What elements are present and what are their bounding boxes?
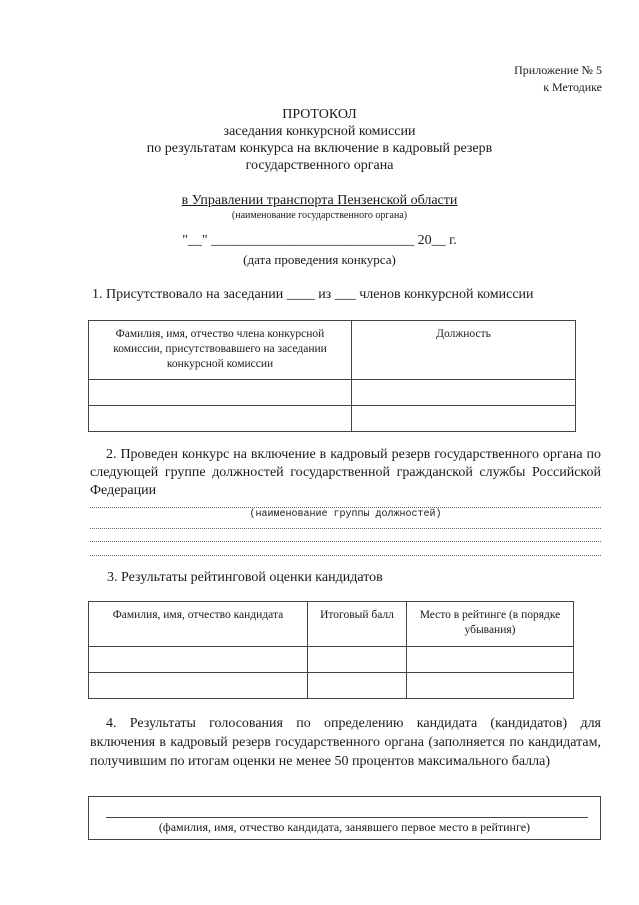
table-cell (308, 673, 407, 699)
table-row (89, 406, 576, 432)
section-2-paragraph (90, 446, 601, 500)
table-row (89, 380, 576, 406)
table-cell (352, 406, 576, 432)
table-cell (89, 647, 308, 673)
table-cell (407, 673, 574, 699)
column-header-candidate-name: Фамилия, имя, отчество кандидата (89, 602, 308, 647)
title-line-3: по результатам конкурса на включение в кадровый резерв (146, 141, 493, 156)
table-cell (89, 406, 352, 432)
appendix-number: Приложение № 5 (514, 63, 602, 77)
section-4-paragraph (90, 714, 601, 771)
title-line-4: государственного органа (245, 158, 394, 173)
fill-in-line (90, 541, 601, 542)
title-protocol: ПРОТОКОЛ (282, 107, 357, 122)
section-4-text: 4. Результаты голосования по определению кандидата (кандидатов) для включения в кадровый резерв государственного органа (заполняется по кандидатам, получившим по итогам оценки не менее 50 процентов максимального балла) (90, 716, 601, 769)
organization-caption: (наименование государственного органа) (231, 210, 408, 221)
appendix-reference (514, 62, 602, 96)
table-cell (407, 647, 574, 673)
fill-in-line (90, 528, 601, 529)
table-row (89, 673, 574, 699)
section-1-attendance: 1. Присутствовало на заседании ____ из ___ членов конкурсной комиссии (92, 287, 534, 302)
table-header-row (89, 602, 574, 647)
organization-name: в Управлении транспорта Пензенской области (181, 193, 458, 208)
top-candidate-caption: (фамилия, имя, отчество кандидата, занявшего первое место в рейтинге) (158, 820, 531, 834)
column-header-total-score: Итоговый балл (308, 602, 407, 647)
fill-in-line (90, 507, 601, 508)
table-cell (89, 673, 308, 699)
organization (0, 193, 639, 209)
position-group-caption: (наименование группы должностей) (249, 509, 442, 520)
table-cell (308, 647, 407, 673)
column-header-member-name: Фамилия, имя, отчество члена конкурсной комиссии, присутствовавшего на заседании конкурсной комиссии (89, 321, 352, 380)
candidate-rating-table (88, 601, 574, 699)
top-candidate-box (88, 796, 601, 840)
contest-date-caption: (дата проведения конкурса) (243, 252, 396, 267)
section-3-heading: 3. Результаты рейтинговой оценки кандидатов (107, 570, 383, 585)
fill-in-line (90, 555, 601, 556)
contest-date-line: "__" _____________________________ 20__ г. (182, 233, 457, 248)
commission-members-table (88, 320, 576, 432)
column-header-rank: Место в рейтинге (в порядке убывания) (407, 602, 574, 647)
appendix-methodology: к Методике (543, 80, 602, 94)
table-header-row (89, 321, 576, 380)
column-header-position: Должность (352, 321, 576, 380)
document-title (0, 106, 639, 174)
table-row (89, 647, 574, 673)
fill-in-line (106, 817, 588, 818)
section-2-text: 2. Проведен конкурс на включение в кадровый резерв государственного органа по следующей группе должностей государственной гражданской службы Российской Федерации (90, 447, 601, 498)
table-cell (352, 380, 576, 406)
title-line-2: заседания конкурсной комиссии (223, 124, 416, 139)
table-cell (89, 380, 352, 406)
